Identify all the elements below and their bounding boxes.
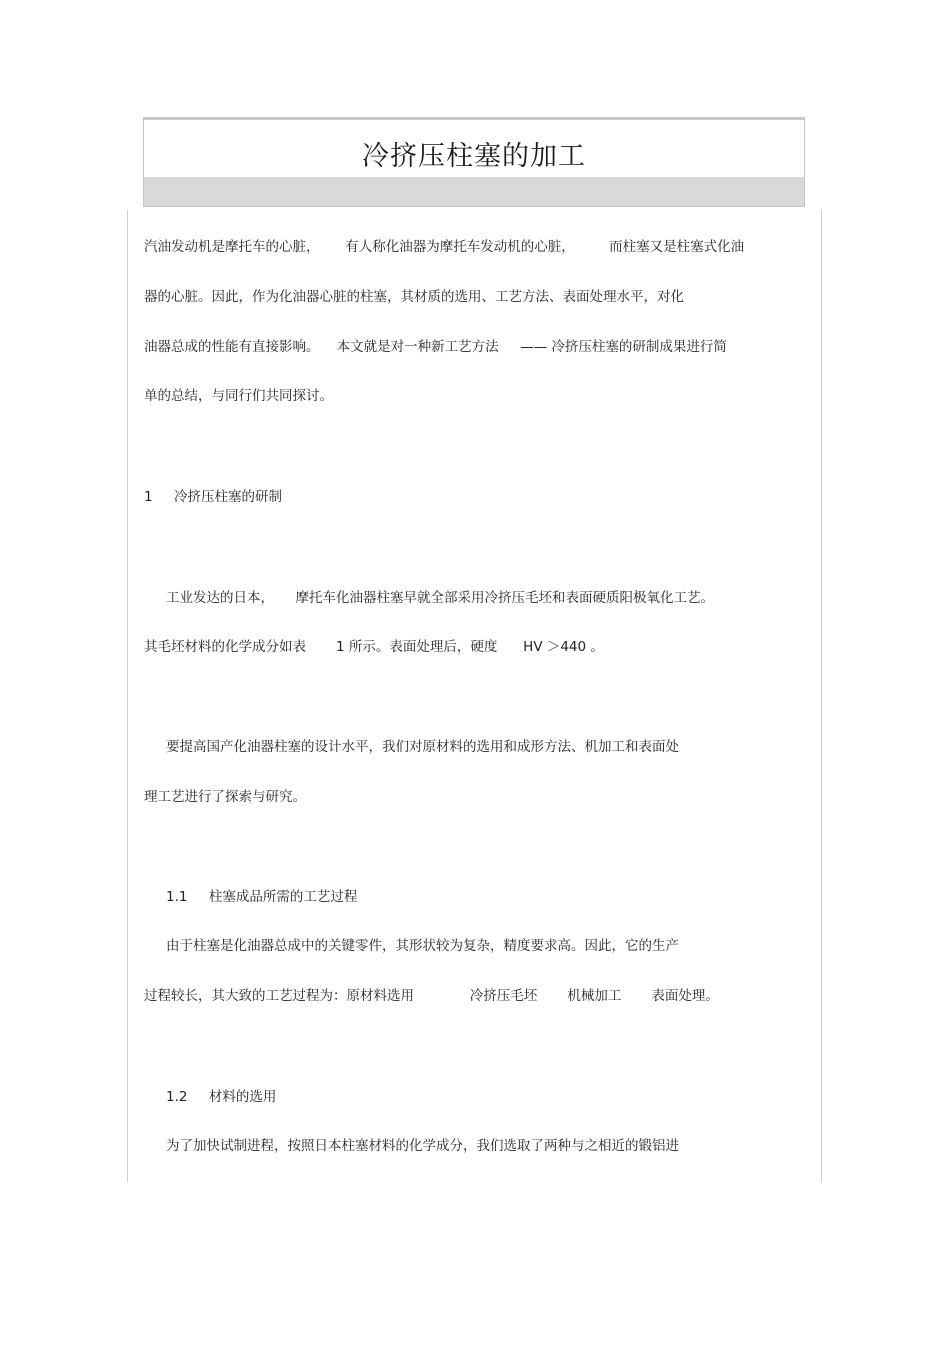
paragraph-line: 工业发达的日本， 摩托车化油器柱塞早就全部采用冷挤压毛坯和表面硬质阳极氧化工艺。: [166, 590, 714, 606]
title-band: [144, 177, 804, 206]
subsection-heading: 1.2 材料的选用: [166, 1089, 277, 1105]
document-title: 冷挤压柱塞的加工: [362, 141, 586, 172]
paragraph-line: 过程较长，其大致的工艺过程为：原材料选用 冷挤压毛坯 机械加工 表面处理。: [144, 988, 719, 1004]
frame-right-border: [821, 210, 822, 1182]
paragraph-line: 其毛坯材料的化学成分如表 1 所示。表面处理后，硬度 HV ＞440 。: [144, 639, 604, 655]
paragraph-line: 由于柱塞是化油器总成中的关键零件，其形状较为复杂，精度要求高。因此，它的生产: [166, 938, 679, 954]
section-heading: 1 冷挤压柱塞的研制: [144, 489, 283, 505]
paragraph-line: 油器总成的性能有直接影响。 本文就是对一种新工艺方法 —— 冷挤压柱塞的研制成果进行简: [144, 339, 727, 355]
paragraph-line: 为了加快试制进程，按照日本柱塞材料的化学成分，我们选取了两种与之相近的锻铝进: [166, 1138, 679, 1154]
paragraph-line: 理工艺进行了探索与研究。: [144, 789, 306, 805]
paragraph-line: 汽油发动机是摩托车的心脏， 有人称化油器为摩托车发动机的心脏， 而柱塞又是柱塞式化油: [144, 239, 745, 255]
title-box: [143, 117, 805, 207]
paragraph-line: 要提高国产化油器柱塞的设计水平，我们对原材料的选用和成形方法、机加工和表面处: [166, 739, 679, 755]
paragraph-line: 单的总结，与同行们共同探讨。: [144, 388, 333, 404]
frame-left-border: [127, 210, 128, 1182]
paragraph-line: 器的心脏。因此，作为化油器心脏的柱塞，其材质的选用、工艺方法、表面处理水平，对化: [144, 289, 684, 305]
subsection-heading: 1.1 柱塞成品所需的工艺过程: [166, 889, 358, 905]
